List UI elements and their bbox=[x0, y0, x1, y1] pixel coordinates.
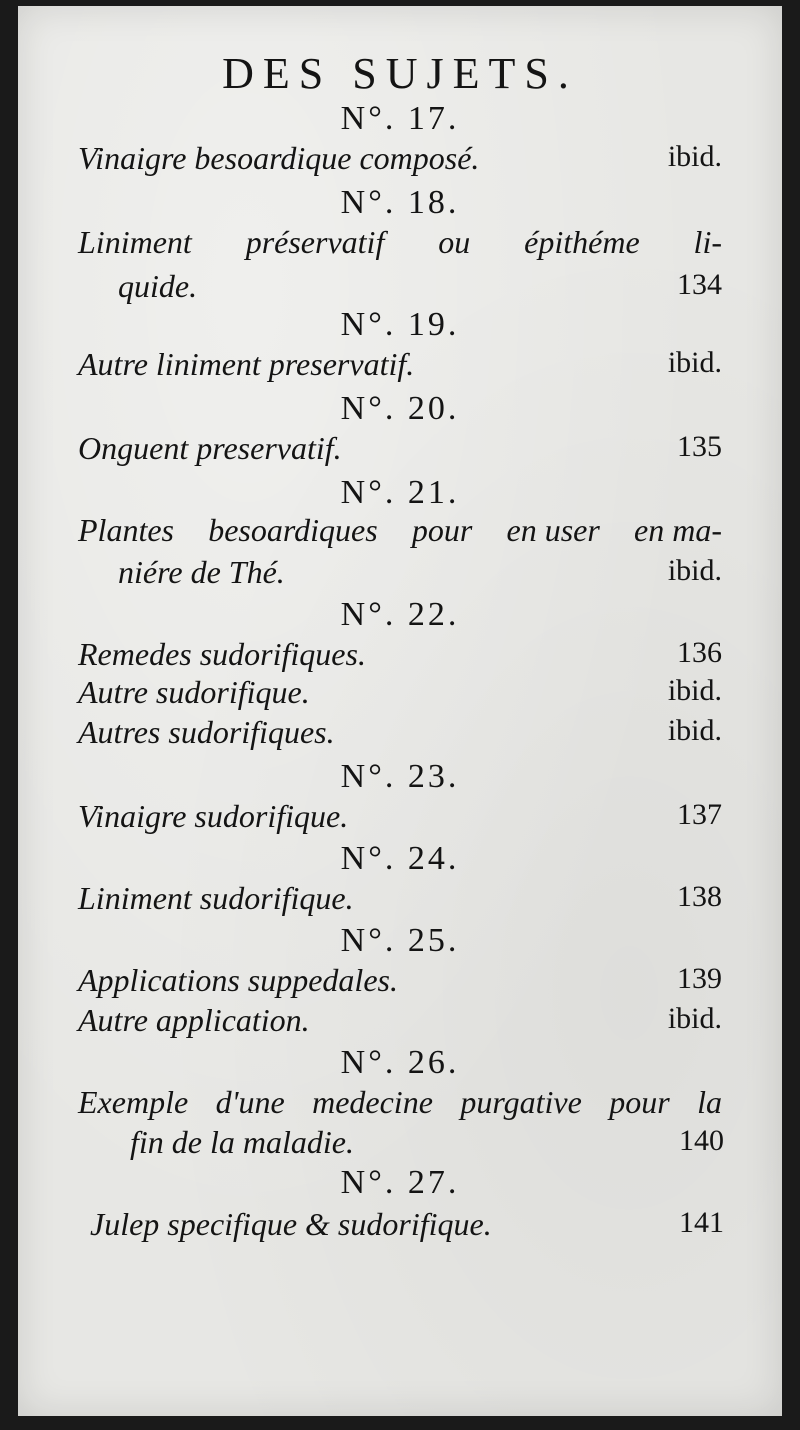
entry-title: Julep specifique & sudorifique. bbox=[90, 1206, 492, 1242]
entry-page: 139 bbox=[677, 962, 722, 995]
entry-page: ibid. bbox=[667, 674, 722, 707]
entry-title: Vinaigre besoardique composé. bbox=[78, 140, 480, 176]
entry-word: pour bbox=[411, 512, 473, 548]
entry-title: Vinaigre sudorifique. bbox=[78, 798, 349, 834]
section-number: N°. 22. bbox=[340, 596, 460, 633]
page-heading: DES SUJETS. bbox=[222, 49, 578, 98]
section-number: N°. 20. bbox=[340, 390, 460, 427]
entry-title: Liniment sudorifique. bbox=[78, 880, 354, 916]
section-number: N°. 24. bbox=[340, 840, 460, 877]
entry-word: ou bbox=[438, 224, 471, 260]
entry-word: medecine bbox=[312, 1084, 433, 1120]
entry-word: purgative bbox=[460, 1084, 582, 1120]
entry-word: en ma- bbox=[634, 512, 722, 548]
entry-title: Autre application. bbox=[78, 1002, 310, 1038]
entry-word: besoardiques bbox=[208, 512, 378, 548]
entry-page: ibid. bbox=[667, 346, 722, 379]
entry-word: Plantes bbox=[78, 512, 174, 548]
section-number: N°. 23. bbox=[340, 758, 460, 795]
section-number: N°. 21. bbox=[340, 474, 460, 511]
entry-title: Applications suppedales. bbox=[78, 962, 398, 998]
section-number: N°. 27. bbox=[340, 1164, 460, 1201]
entry-word: Liniment bbox=[78, 224, 192, 260]
entry-word: la bbox=[697, 1084, 722, 1120]
entry-title: quide. bbox=[118, 268, 198, 304]
entry-word: pour bbox=[609, 1084, 670, 1120]
entry-word: épithéme bbox=[524, 224, 640, 260]
section-number: N°. 26. bbox=[340, 1044, 460, 1081]
entry-page: 141 bbox=[679, 1206, 724, 1239]
entry-title: Remedes sudorifiques. bbox=[78, 636, 366, 672]
entry-word: li- bbox=[693, 224, 722, 260]
entry-title: Autres sudorifiques. bbox=[78, 714, 335, 750]
entry-page: ibid. bbox=[667, 554, 722, 587]
section-number: N°. 19. bbox=[340, 306, 460, 343]
section-number: N°. 25. bbox=[340, 922, 460, 959]
entry-word: Exemple bbox=[78, 1084, 189, 1120]
entry-page: 138 bbox=[677, 880, 722, 913]
entry-title: niére de Thé. bbox=[118, 554, 285, 590]
entry-page: 135 bbox=[677, 430, 722, 463]
entry-page: 137 bbox=[677, 798, 722, 831]
entry-page: ibid. bbox=[667, 714, 722, 747]
section-number: N°. 18. bbox=[340, 184, 460, 221]
entry-word: en user bbox=[506, 512, 600, 548]
entry-page: ibid. bbox=[667, 140, 722, 173]
entry-title: fin de la maladie. bbox=[130, 1124, 354, 1160]
entry-page: 140 bbox=[679, 1124, 724, 1157]
entry-page: ibid. bbox=[667, 1002, 722, 1035]
entry-title: Autre sudorifique. bbox=[78, 674, 310, 710]
entry-word: d'une bbox=[215, 1084, 285, 1120]
entry-page: 136 bbox=[677, 636, 722, 669]
section-number: N°. 17. bbox=[340, 100, 460, 137]
entry-title: Autre liniment preservatif. bbox=[78, 346, 415, 382]
entry-title: Onguent preservatif. bbox=[78, 430, 342, 466]
entry-page: 134 bbox=[677, 268, 722, 301]
entry-word: préservatif bbox=[245, 224, 385, 260]
